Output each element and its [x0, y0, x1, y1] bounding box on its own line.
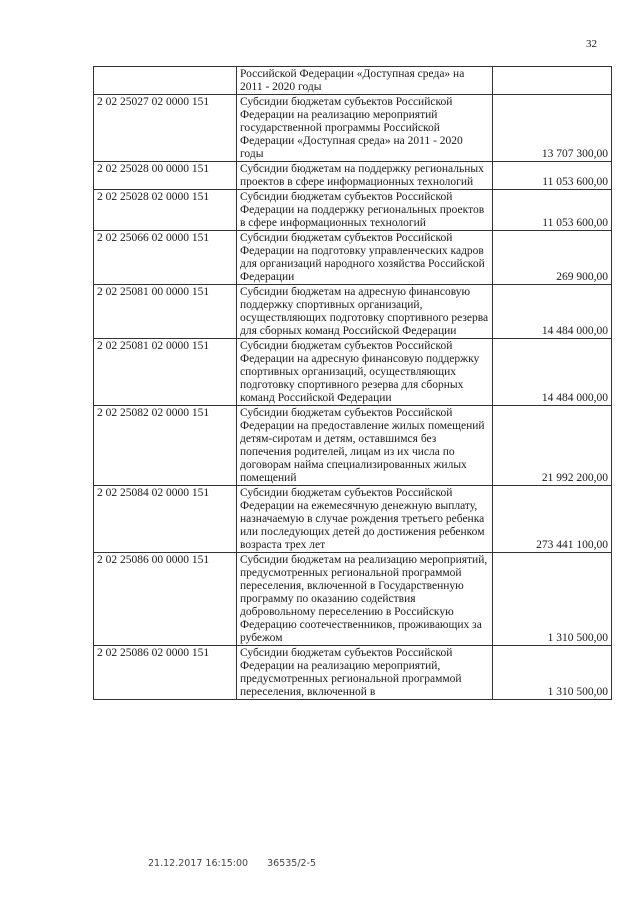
table-row: [94, 553, 612, 646]
budget-code: 2 02 25028 00 0000 151: [94, 162, 237, 190]
subsidy-name: Субсидии бюджетам на реализацию мероприятий, предусмотренных региональной программой переселения, включенной в Государственную программу по оказанию содействия добровольному переселению в Российскую Федерацию соотечественников, проживающих за рубежом: [237, 553, 493, 646]
amount: 14 484 000,00: [493, 339, 612, 406]
budget-code: 2 02 25086 00 0000 151: [94, 553, 237, 646]
amount: 21 992 200,00: [493, 406, 612, 486]
subsidy-name: Субсидии бюджетам на поддержку региональных проектов в сфере информационных технологий: [237, 162, 493, 190]
table-row: [94, 486, 612, 553]
footer-doc-number: 36535/2-5: [267, 858, 317, 869]
budget-code: 2 02 25081 02 0000 151: [94, 339, 237, 406]
subsidy-name: Субсидии бюджетам субъектов Российской Федерации на реализацию мероприятий, предусмотренных региональной программой переселения, включенной в: [237, 646, 493, 700]
budget-table: [93, 66, 612, 700]
subsidy-name: Субсидии бюджетам субъектов Российской Федерации на реализацию мероприятий государственной программы Российской Федерации «Доступная среда» на 2011 - 2020 годы: [237, 95, 493, 162]
subsidy-name: Субсидии бюджетам на адресную финансовую поддержку спортивных организаций, осуществляющих подготовку спортивного резерва для сборных команд Российской Федерации: [237, 285, 493, 339]
document-footer: [148, 858, 316, 869]
budget-code: 2 02 25027 02 0000 151: [94, 95, 237, 162]
budget-code: [94, 67, 237, 95]
table-row: [94, 285, 612, 339]
budget-code: 2 02 25066 02 0000 151: [94, 231, 237, 285]
amount: 11 053 600,00: [493, 190, 612, 231]
amount: [493, 67, 612, 95]
amount: 13 707 300,00: [493, 95, 612, 162]
amount: 14 484 000,00: [493, 285, 612, 339]
table-row: [94, 190, 612, 231]
subsidy-name: Российской Федерации «Доступная среда» на 2011 - 2020 годы: [237, 67, 493, 95]
subsidy-name: Субсидии бюджетам субъектов Российской Федерации на ежемесячную денежную выплату, назначаемую в случае рождения третьего ребенка или последующих детей до достижения ребенком возраста трех лет: [237, 486, 493, 553]
amount: 273 441 100,00: [493, 486, 612, 553]
table-row: [94, 406, 612, 486]
amount: 269 900,00: [493, 231, 612, 285]
amount: 1 310 500,00: [493, 646, 612, 700]
subsidy-name: Субсидии бюджетам субъектов Российской Федерации на поддержку региональных проектов в сфере информационных технологий: [237, 190, 493, 231]
budget-code: 2 02 25084 02 0000 151: [94, 486, 237, 553]
budget-code: 2 02 25086 02 0000 151: [94, 646, 237, 700]
table-row: [94, 95, 612, 162]
budget-code: 2 02 25028 02 0000 151: [94, 190, 237, 231]
table-row: [94, 646, 612, 700]
amount: 11 053 600,00: [493, 162, 612, 190]
table-row: [94, 162, 612, 190]
amount: 1 310 500,00: [493, 553, 612, 646]
budget-code: 2 02 25081 00 0000 151: [94, 285, 237, 339]
page-number: 32: [586, 38, 597, 50]
subsidy-name: Субсидии бюджетам субъектов Российской Федерации на подготовку управленческих кадров для организаций народного хозяйства Российской Федерации: [237, 231, 493, 285]
subsidy-name: Субсидии бюджетам субъектов Российской Федерации на адресную финансовую поддержку спортивных организаций, осуществляющих подготовку спортивного резерва для сборных команд Российской Федерации: [237, 339, 493, 406]
table-row: [94, 67, 612, 95]
footer-timestamp: 21.12.2017 16:15:00: [148, 858, 249, 869]
subsidy-name: Субсидии бюджетам субъектов Российской Федерации на предоставление жилых помещений детям-сиротам и детям, оставшимся без попечения родителей, лицам из их числа по договорам найма специализированных жилых помещений: [237, 406, 493, 486]
table-row: [94, 339, 612, 406]
budget-code: 2 02 25082 02 0000 151: [94, 406, 237, 486]
table-row: [94, 231, 612, 285]
